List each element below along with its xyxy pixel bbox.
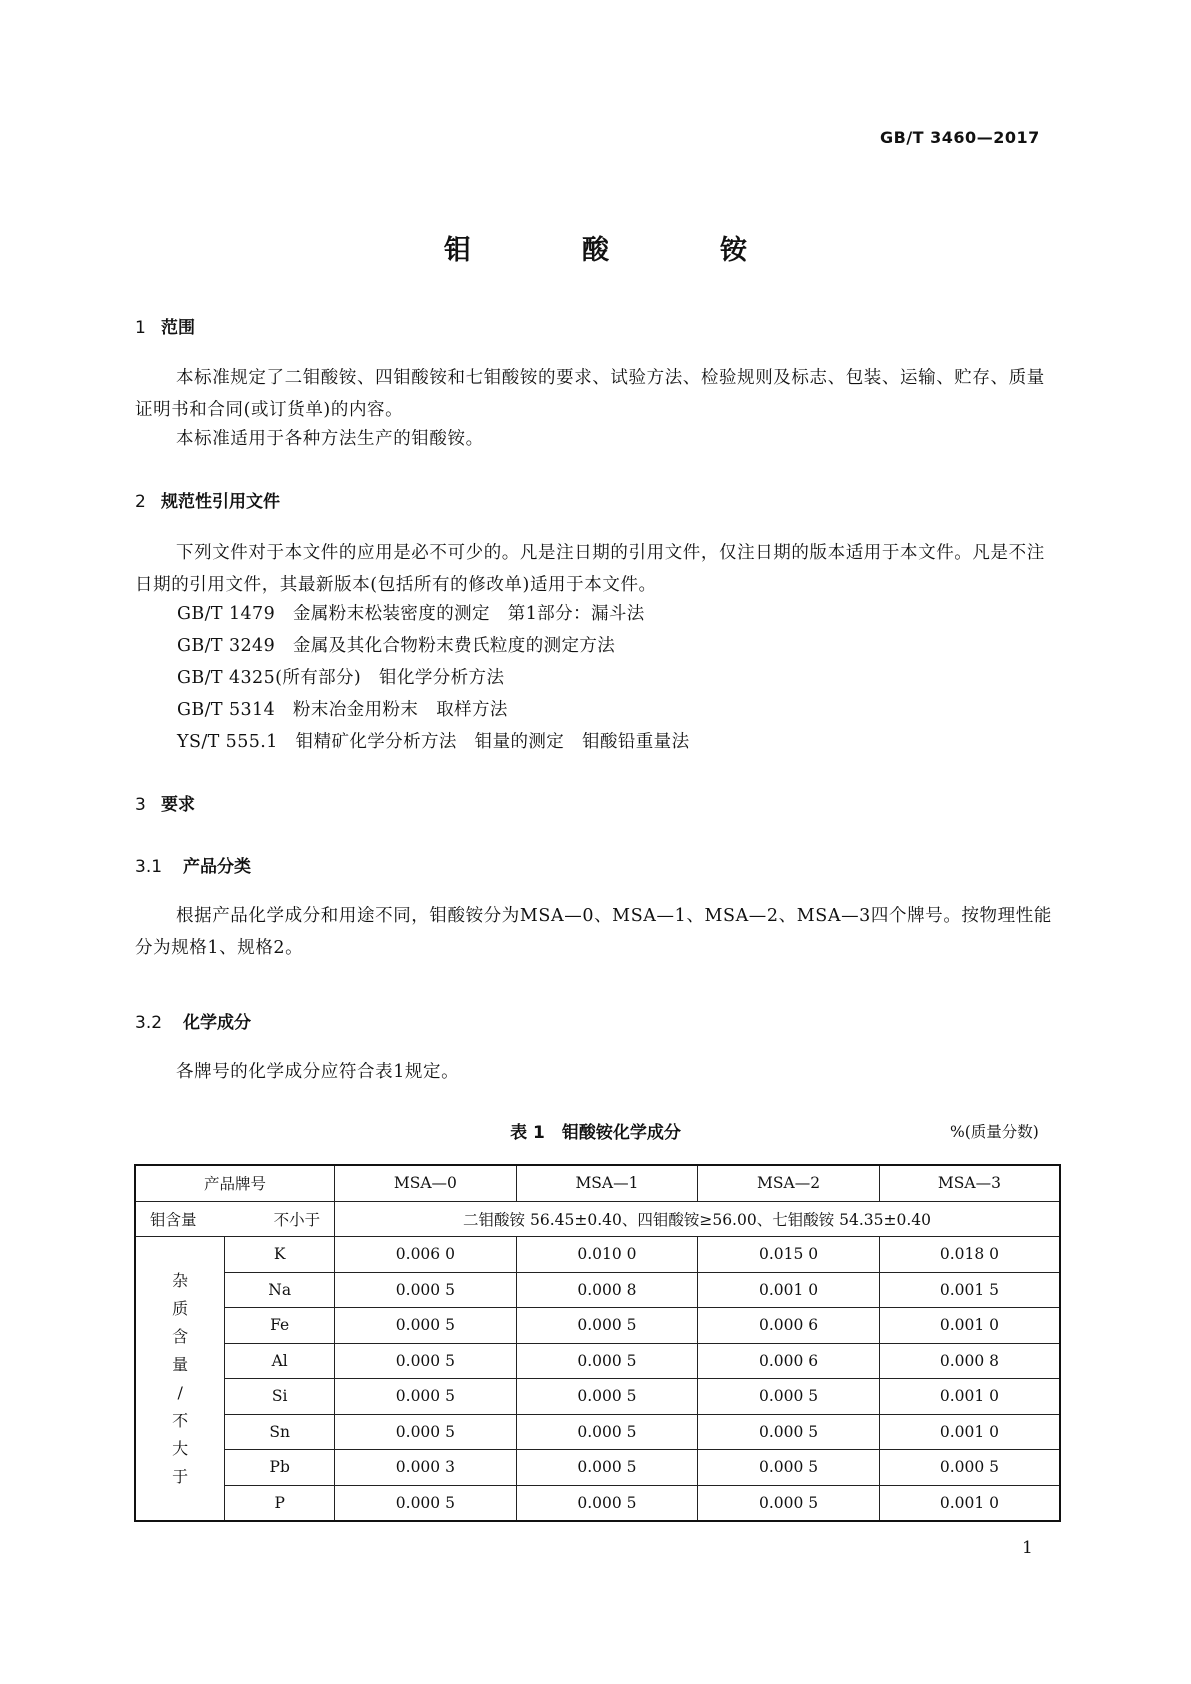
value-cell: 0.001 0: [879, 1308, 1060, 1344]
value-cell: 0.000 6: [698, 1308, 880, 1344]
reference-item: GB/T 1479 金属粉末松装密度的测定 第1部分：漏斗法: [177, 604, 645, 624]
value-cell: 0.010 0: [516, 1237, 698, 1273]
grade-header: MSA—0: [335, 1165, 517, 1201]
value-cell: 0.001 0: [879, 1379, 1060, 1415]
table-row: [135, 1272, 1060, 1308]
impurity-label-cell: [135, 1237, 225, 1522]
paragraph: 本标准适用于各种方法生产的钼酸铵。: [176, 429, 484, 449]
value-cell: 0.000 5: [879, 1450, 1060, 1486]
value-cell: 0.001 0: [879, 1414, 1060, 1450]
value-cell: 0.000 5: [516, 1308, 698, 1344]
impurity-label-char: /: [177, 1382, 183, 1402]
grade-header: MSA—3: [879, 1165, 1060, 1201]
table-row: [135, 1308, 1060, 1344]
table-unit: %(质量分数): [950, 1123, 1039, 1141]
section-title: 范围: [161, 318, 195, 338]
section-title: 化学成分: [183, 1013, 251, 1033]
table-row: [135, 1379, 1060, 1415]
value-cell: 0.000 5: [335, 1414, 517, 1450]
mo-content-value: 二钼酸铵 56.45±0.40、四钼酸铵≥56.00、七钼酸铵 54.35±0.40: [335, 1201, 1060, 1237]
value-cell: 0.000 8: [879, 1343, 1060, 1379]
value-cell: 0.000 5: [516, 1450, 698, 1486]
section-3-heading: [135, 790, 195, 815]
element-cell: Al: [225, 1343, 335, 1379]
value-cell: 0.001 0: [879, 1485, 1060, 1521]
section-3-2-heading: [135, 1008, 251, 1033]
section-title: 要求: [161, 795, 195, 815]
value-cell: 0.000 5: [335, 1343, 517, 1379]
document-title: 钼 酸 铵: [444, 235, 789, 266]
value-cell: 0.000 3: [335, 1450, 517, 1486]
impurity-label-char: 不: [172, 1410, 189, 1430]
reference-item: GB/T 4325(所有部分) 钼化学分析方法: [177, 668, 505, 688]
value-cell: 0.000 5: [335, 1379, 517, 1415]
element-cell: Fe: [225, 1308, 335, 1344]
mo-label-text: 钼含量: [150, 1210, 197, 1229]
mo-content-row: [135, 1201, 1060, 1237]
paragraph: 各牌号的化学成分应符合表1规定。: [176, 1062, 460, 1082]
table-caption: 表 1 钼酸铵化学成分: [510, 1123, 681, 1143]
value-cell: 0.000 8: [516, 1272, 698, 1308]
value-cell: 0.000 5: [516, 1414, 698, 1450]
page-number: 1: [1022, 1538, 1033, 1558]
value-cell: 0.000 5: [335, 1272, 517, 1308]
table-row: [135, 1485, 1060, 1521]
section-number: 3.1: [135, 857, 163, 877]
table-header-row: [135, 1165, 1060, 1201]
value-cell: 0.000 5: [516, 1379, 698, 1415]
impurity-label-char: 于: [172, 1466, 189, 1486]
grade-header: MSA—2: [698, 1165, 880, 1201]
element-cell: K: [225, 1237, 335, 1273]
reference-item: GB/T 5314 粉末冶金用粉末 取样方法: [177, 700, 508, 720]
section-number: 3.2: [135, 1013, 163, 1033]
reference-item: GB/T 3249 金属及其化合物粉末费氏粒度的测定方法: [177, 636, 616, 656]
reference-item: YS/T 555.1 钼精矿化学分析方法 钼量的测定 钼酸铅重量法: [177, 732, 690, 752]
table-row: [135, 1414, 1060, 1450]
paragraph: 根据产品化学成分和用途不同，钼酸铵分为MSA—0、MSA—1、MSA—2、MSA—3四个牌号。按物理性能分为规格1、规格2。: [135, 906, 1052, 958]
value-cell: 0.000 6: [698, 1343, 880, 1379]
value-cell: 0.001 5: [879, 1272, 1060, 1308]
value-cell: 0.000 5: [516, 1485, 698, 1521]
table-row: [135, 1450, 1060, 1486]
section-number: 3: [135, 795, 146, 815]
impurity-label-char: 量: [172, 1354, 189, 1374]
section-number: 1: [135, 318, 146, 338]
paragraph: 本标准规定了二钼酸铵、四钼酸铵和七钼酸铵的要求、试验方法、检验规则及标志、包装、运输、贮存、质量证明书和合同(或订货单)的内容。: [135, 368, 1045, 420]
section-title: 产品分类: [183, 857, 251, 877]
element-cell: P: [225, 1485, 335, 1521]
element-cell: Sn: [225, 1414, 335, 1450]
section-title: 规范性引用文件: [161, 492, 280, 512]
value-cell: 0.018 0: [879, 1237, 1060, 1273]
element-cell: Si: [225, 1379, 335, 1415]
value-cell: 0.006 0: [335, 1237, 517, 1273]
element-cell: Pb: [225, 1450, 335, 1486]
section-2-heading: [135, 487, 280, 512]
section-1-heading: [135, 313, 195, 338]
paragraph: 下列文件对于本文件的应用是必不可少的。凡是注日期的引用文件，仅注日期的版本适用于本文件。凡是不注日期的引用文件，其最新版本(包括所有的修改单)适用于本文件。: [135, 543, 1045, 595]
mo-qualifier: 不小于: [273, 1210, 321, 1229]
value-cell: 0.000 5: [516, 1343, 698, 1379]
chemical-composition-table: [134, 1164, 1061, 1522]
section-3-1-heading: [135, 852, 251, 877]
table-row: [135, 1343, 1060, 1379]
impurity-label-char: 质: [172, 1298, 189, 1318]
value-cell: 0.000 5: [698, 1485, 880, 1521]
element-cell: Na: [225, 1272, 335, 1308]
table-row: [135, 1237, 1060, 1273]
impurity-label-char: 含: [172, 1326, 189, 1346]
value-cell: 0.015 0: [698, 1237, 880, 1273]
impurity-label-char: 大: [172, 1438, 189, 1458]
value-cell: 0.000 5: [335, 1485, 517, 1521]
value-cell: 0.000 5: [698, 1450, 880, 1486]
value-cell: 0.000 5: [698, 1379, 880, 1415]
standard-code: GB/T 3460—2017: [880, 128, 1040, 147]
grade-header-label: 产品牌号: [135, 1165, 335, 1201]
impurity-label-char: 杂: [172, 1270, 189, 1290]
mo-content-label: [135, 1201, 335, 1237]
value-cell: 0.001 0: [698, 1272, 880, 1308]
value-cell: 0.000 5: [698, 1414, 880, 1450]
value-cell: 0.000 5: [335, 1308, 517, 1344]
grade-header: MSA—1: [516, 1165, 698, 1201]
section-number: 2: [135, 492, 146, 512]
